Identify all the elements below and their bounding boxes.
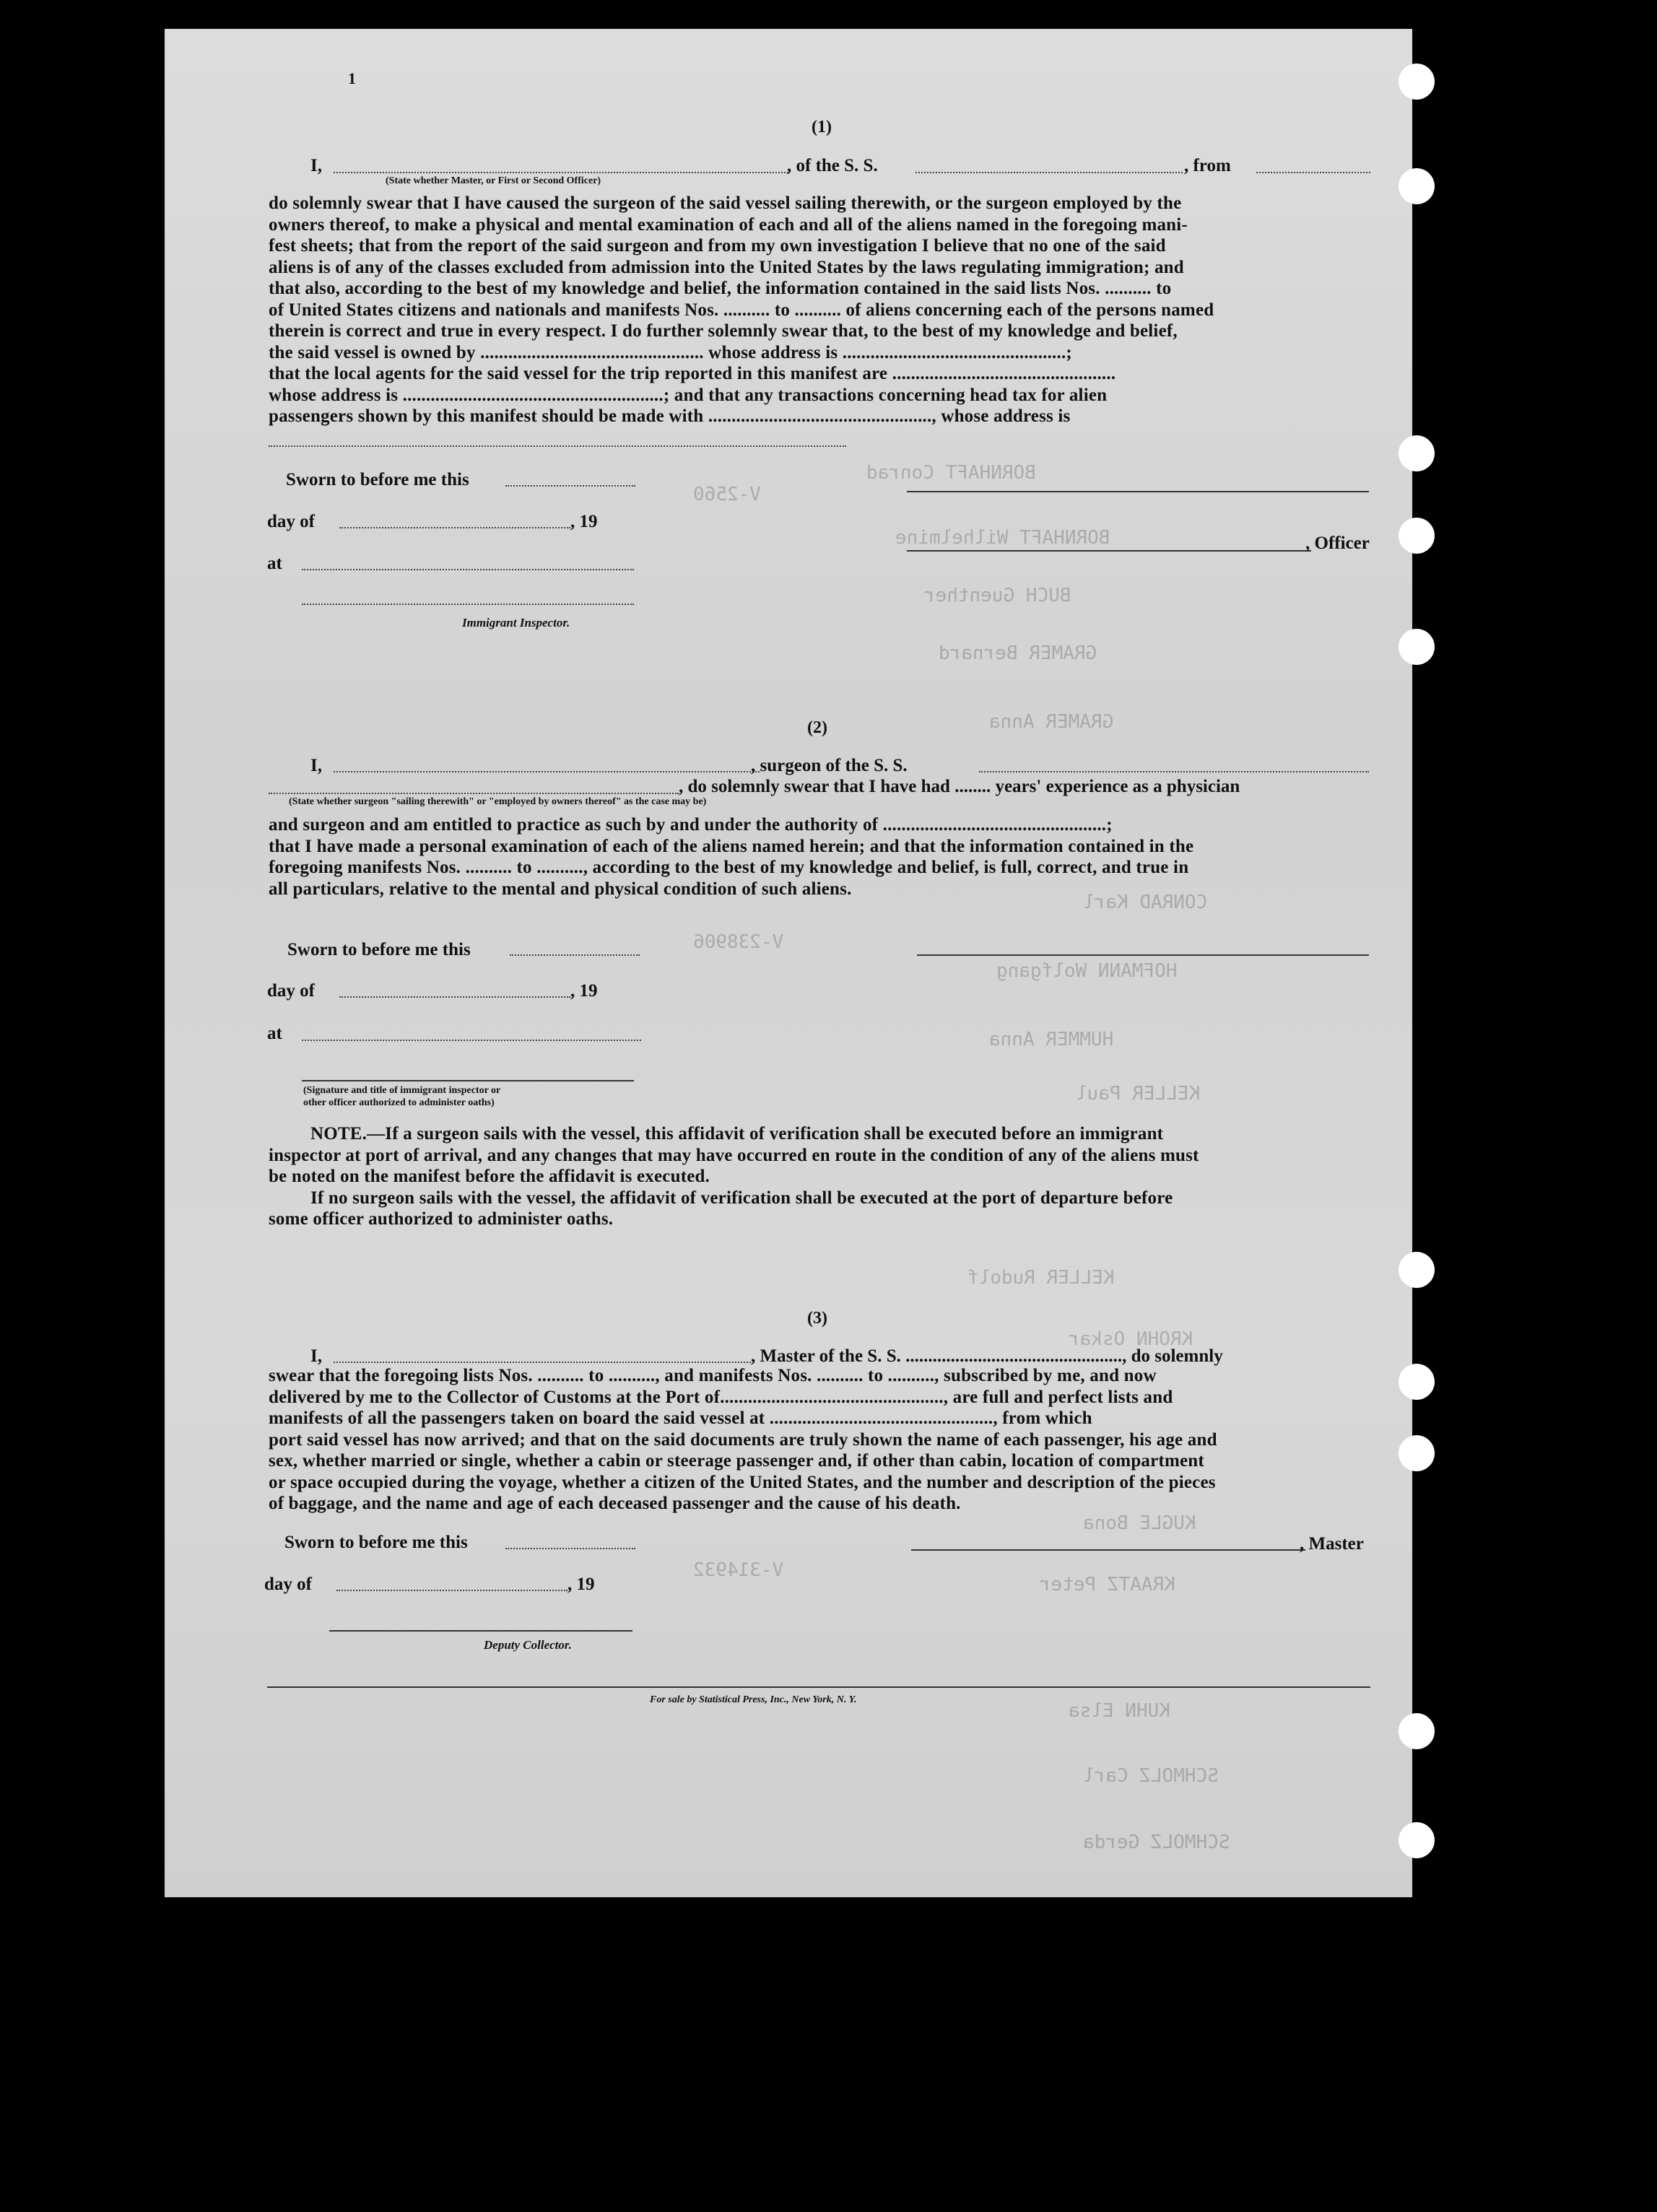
bleed-through-text: HUMMER Anna bbox=[989, 1029, 1114, 1050]
day-of-label: day of bbox=[267, 512, 315, 531]
day-of-label: day of bbox=[264, 1575, 312, 1594]
oath-line: or space occupied during the voyage, whether a citizen of the United States, and the number and description of the pieces bbox=[269, 1472, 1216, 1492]
surgeon-status-blank[interactable] bbox=[269, 793, 679, 794]
oath-line: the said vessel is owned by ................................................ whose address is ................................................; bbox=[269, 342, 1072, 362]
section-number: (3) bbox=[807, 1309, 827, 1328]
oath-line: all particulars, relative to the mental and physical condition of such aliens. bbox=[269, 879, 852, 899]
binder-hole bbox=[1399, 435, 1435, 471]
oath-line: therein is correct and true in every respect. I do further solemnly swear that, to the best of my knowledge and belief, bbox=[269, 321, 1178, 341]
of-the-ss-label: , of the S. S. bbox=[787, 156, 878, 175]
note-paragraph bbox=[269, 1123, 1372, 1230]
master-signature-line[interactable] bbox=[911, 1549, 1305, 1551]
oath-line: port said vessel has now arrived; and that on the said documents are truly shown the name of each passenger, his age and bbox=[269, 1429, 1217, 1450]
day-of-label: day of bbox=[267, 981, 315, 1001]
bleed-through-text: BUCH Guenther bbox=[924, 585, 1071, 606]
inspector-signature-blank[interactable] bbox=[302, 604, 634, 605]
year-label: , 19 bbox=[570, 981, 598, 1001]
officer-name-blank[interactable] bbox=[334, 172, 788, 173]
oath-line: delivered by me to the Collector of Customs at the Port of................................................, are full and perfect lists and bbox=[269, 1387, 1173, 1407]
surgeon-of-ss-label: , surgeon of the S. S. bbox=[751, 756, 908, 775]
bleed-through-text: KROHN Oskar bbox=[1069, 1328, 1193, 1350]
oath-line: passengers shown by this manifest should be made with ................................................, whose address is bbox=[269, 406, 1071, 426]
oath-line: that the local agents for the said vessel for the trip reported in this manifest are ................................................ bbox=[269, 364, 1116, 383]
bleed-through-text: SCHMOLZ Gerda bbox=[1083, 1832, 1230, 1853]
bleed-through-text: KUHN Elsa bbox=[1069, 1700, 1170, 1722]
oath-line: do solemnly swear that I have caused the surgeon of the said vessel sailing therewith, or the surgeon employed by the bbox=[269, 193, 1182, 213]
day-of-blank[interactable] bbox=[336, 1590, 567, 1591]
surgeon-name-blank[interactable] bbox=[334, 771, 760, 772]
binder-hole bbox=[1399, 1252, 1435, 1288]
officer-caption: (State whether Master, or First or Second Officer) bbox=[386, 175, 601, 186]
oath-line: sex, whether married or single, whether a cabin or steerage passenger and, if other than cabin, location of compartment bbox=[269, 1451, 1204, 1471]
oath-line: manifests of all the passengers taken on board the said vessel at ................................................, from which bbox=[269, 1408, 1092, 1428]
footer-rule bbox=[267, 1686, 1370, 1688]
deputy-collector-caption: Deputy Collector. bbox=[484, 1638, 572, 1652]
bleed-through-text: CONRAD Karl bbox=[1083, 892, 1208, 913]
oath-line: and surgeon and am entitled to practice as such by and under the authority of ................................................; bbox=[269, 815, 1113, 835]
oath-line: foregoing manifests Nos. .......... to .........., according to the best of my knowledge and belief, is full, correct, and true in bbox=[269, 858, 1189, 877]
sworn-day-blank[interactable] bbox=[505, 1548, 635, 1549]
bleed-through-text: HOFMANN Wolfgang bbox=[996, 960, 1178, 982]
sworn-label: Sworn to before me this bbox=[286, 470, 469, 489]
bleed-through-text: V-314932 bbox=[693, 1559, 784, 1581]
at-blank[interactable] bbox=[302, 569, 634, 570]
surgeon-signature-line[interactable] bbox=[917, 954, 1369, 956]
sworn-label: Sworn to before me this bbox=[287, 940, 471, 959]
signature-caption: (Signature and title of immigrant inspector or bbox=[303, 1085, 501, 1096]
swear-line: , do solemnly swear that I have had ........ years' experience as a physician bbox=[679, 777, 1240, 796]
oath-line: swear that the foregoing lists Nos. .......... to .........., and manifests Nos. .......... to .........., subscribed by me, and now bbox=[269, 1366, 1157, 1385]
bleed-through-text: KELLER Rudolf bbox=[967, 1267, 1115, 1289]
binder-hole bbox=[1399, 518, 1435, 554]
bleed-through-text: BORNHAFT Conrad bbox=[866, 462, 1036, 484]
oath-line: that I have made a personal examination of each of the aliens named herein; and that the information contained in the bbox=[269, 836, 1194, 856]
page-number: 1 bbox=[348, 69, 356, 87]
master-name-blank[interactable] bbox=[334, 1362, 751, 1363]
binder-hole bbox=[1399, 1435, 1435, 1471]
surgeon-vessel-blank[interactable] bbox=[979, 771, 1369, 772]
sworn-day-blank[interactable] bbox=[510, 954, 640, 956]
binder-hole bbox=[1399, 168, 1435, 204]
bleed-through-text: V-238906 bbox=[693, 931, 784, 953]
at-label: at bbox=[267, 1024, 282, 1043]
officer-signature-line-2[interactable] bbox=[907, 550, 1311, 552]
year-label: , 19 bbox=[567, 1575, 595, 1594]
vessel-name-blank[interactable] bbox=[916, 172, 1183, 173]
bleed-through-text: GRAMER Anna bbox=[989, 711, 1114, 733]
master-label: , Master bbox=[1300, 1534, 1364, 1554]
binder-hole bbox=[1399, 1822, 1435, 1858]
oath-paragraph-3 bbox=[269, 1365, 1372, 1515]
oath-line: of United States citizens and nationals and manifests Nos. .......... to .......... of aliens concerning each of the persons named bbox=[269, 300, 1214, 320]
day-of-blank[interactable] bbox=[339, 996, 570, 998]
oath-line: fest sheets; that from the report of the said surgeon and from my own investigation I believe that no one of the said bbox=[269, 236, 1166, 256]
year-label: , 19 bbox=[570, 512, 598, 531]
at-label: at bbox=[267, 554, 282, 573]
binder-hole bbox=[1399, 1713, 1435, 1749]
binder-hole bbox=[1399, 64, 1435, 100]
bleed-through-text: BORNHAFT Wilhelmine bbox=[895, 527, 1110, 549]
collector-signature-line[interactable] bbox=[329, 1630, 632, 1632]
oath-paragraph-2 bbox=[269, 814, 1372, 900]
oath-i-label: I, bbox=[310, 156, 322, 175]
officer-label: , Officer bbox=[1305, 534, 1370, 553]
oath-line: of baggage, and the name and age of each deceased passenger and the cause of his death. bbox=[269, 1494, 961, 1513]
bleed-through-text: GRAMER Bernard bbox=[939, 643, 1097, 664]
oath-line: owners thereof, to make a physical and mental examination of each and all of the aliens named in the foregoing mani- bbox=[269, 214, 1188, 235]
oath-line: that also, according to the best of my knowledge and belief, the information contained in the said lists Nos. .......... to bbox=[269, 279, 1172, 298]
note-line: some officer authorized to administer oaths. bbox=[269, 1209, 614, 1229]
note-line: If no surgeon sails with the vessel, the affidavit of verification shall be executed at the port of departure before bbox=[310, 1188, 1173, 1208]
binder-hole bbox=[1399, 629, 1435, 665]
oath-i-label: I, bbox=[310, 1346, 322, 1366]
surgeon-caption: (State whether surgeon "sailing therewith" or "employed by owners thereof" as the case may be) bbox=[289, 796, 707, 807]
bleed-through-text: SCHMOLZ Carl bbox=[1083, 1765, 1219, 1787]
bleed-through-text: KUGLE Bona bbox=[1083, 1512, 1196, 1534]
oath-i-label: I, bbox=[310, 756, 322, 775]
bleed-through-text: V-2560 bbox=[693, 484, 761, 505]
day-of-blank[interactable] bbox=[339, 527, 570, 528]
printer-imprint: For sale by Statistical Press, Inc., New York, N. Y. bbox=[650, 1694, 857, 1705]
bleed-through-text: KELLER Paul bbox=[1076, 1083, 1201, 1105]
sworn-day-blank[interactable] bbox=[505, 485, 635, 487]
note-line: NOTE.—If a surgeon sails with the vessel, this affidavit of verification shall be executed before an immigrant bbox=[310, 1124, 1164, 1144]
note-line: be noted on the manifest before the affidavit is executed. bbox=[269, 1167, 710, 1186]
sworn-label: Sworn to before me this bbox=[284, 1533, 468, 1552]
signature-caption: other officer authorized to administer oaths) bbox=[303, 1097, 495, 1108]
blank-line[interactable] bbox=[269, 445, 846, 447]
bleed-through-text: KRAATZ Peter bbox=[1040, 1574, 1175, 1595]
from-label: , from bbox=[1184, 156, 1231, 175]
note-line: inspector at port of arrival, and any changes that may have occurred en route in the condition of any of the aliens must bbox=[269, 1145, 1199, 1165]
inspector-signature-line[interactable] bbox=[302, 1080, 634, 1081]
section-number: (1) bbox=[812, 118, 832, 136]
master-of-ss-label: , Master of the S. S. ................................................, do solemnly bbox=[751, 1346, 1223, 1366]
immigrant-inspector-caption: Immigrant Inspector. bbox=[462, 616, 570, 630]
oath-line: aliens is of any of the classes excluded from admission into the United States by the laws regulating immigration; and bbox=[269, 257, 1184, 277]
oath-paragraph-1 bbox=[269, 193, 1372, 427]
officer-signature-line[interactable] bbox=[907, 491, 1369, 492]
binder-hole bbox=[1399, 1364, 1435, 1400]
at-blank[interactable] bbox=[302, 1040, 641, 1041]
port-from-blank[interactable] bbox=[1256, 172, 1370, 173]
oath-line: whose address is ........................................................; and that any transactions concerning head tax for alien bbox=[269, 385, 1108, 405]
section-number: (2) bbox=[807, 718, 827, 737]
